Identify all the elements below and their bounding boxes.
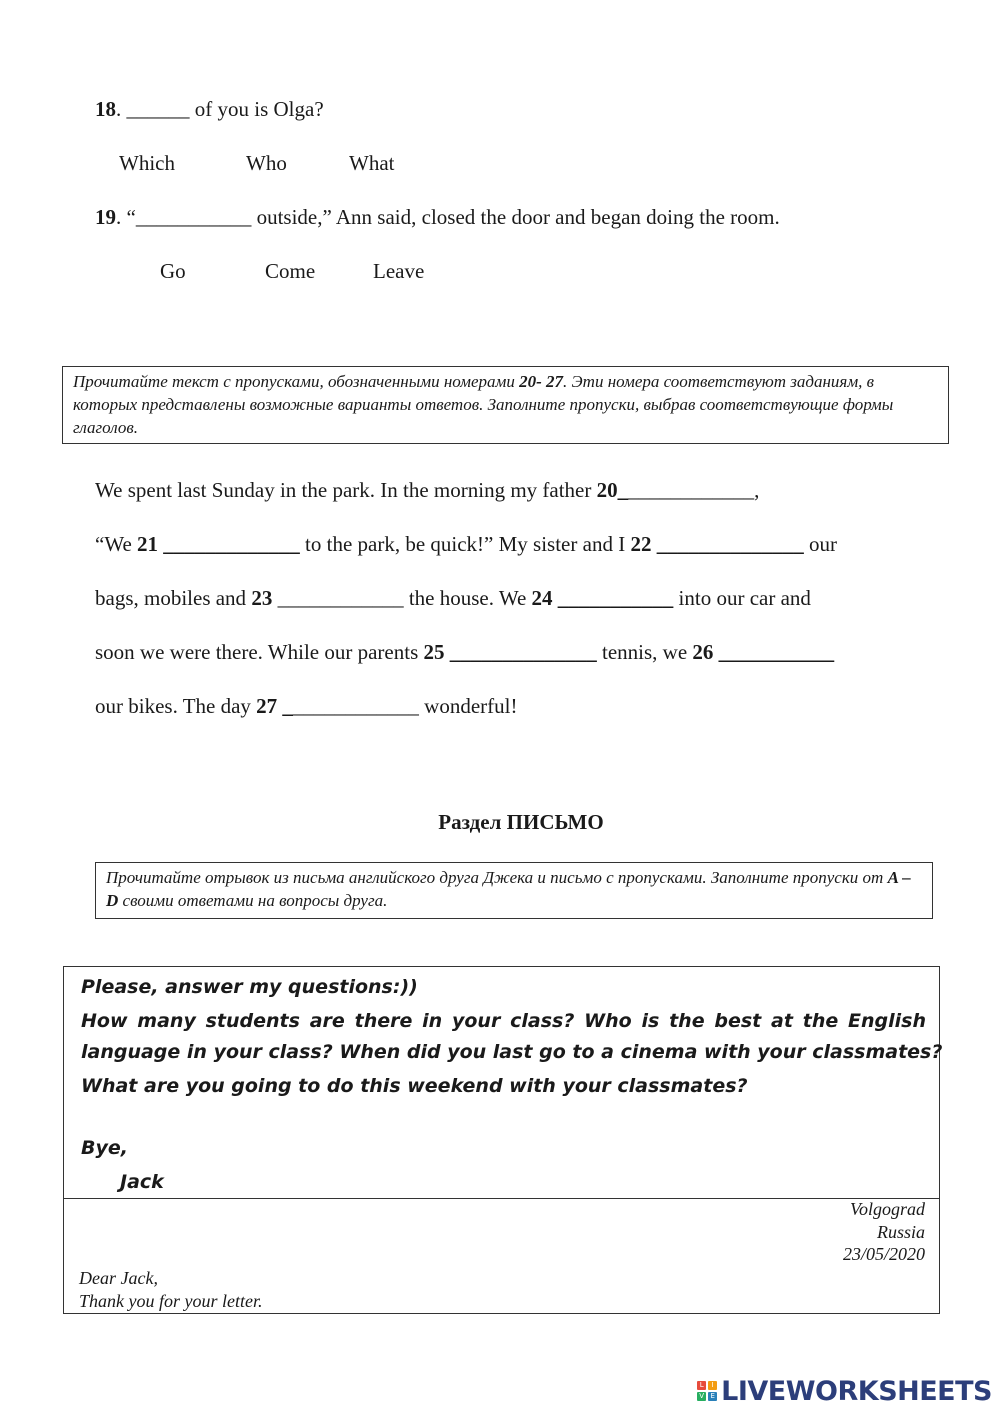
letter-sign-off: Bye, <box>81 1137 128 1159</box>
friend-letter-box <box>63 966 943 1199</box>
gap-24[interactable]: 24 ___________ <box>531 586 674 610</box>
gap-26[interactable]: 26 ___________ <box>692 640 835 664</box>
letter-request: Please, answer my questions:)) <box>81 976 418 998</box>
gap-21[interactable]: 21 _____________ <box>137 532 300 556</box>
reply-city: Volgograd <box>849 1199 925 1219</box>
question-18 <box>95 97 324 122</box>
question-19 <box>95 205 780 230</box>
text-line-2: “We 21 _____________ to the park, be quick!” My sister and I 22 ______________ our <box>95 532 837 556</box>
reply-country: Russia <box>876 1222 925 1242</box>
task-range: A – D <box>106 868 911 910</box>
q19-option-come[interactable]: Come <box>265 259 316 283</box>
gap-22[interactable]: 22 ______________ <box>630 532 804 556</box>
q19-option-leave[interactable]: Leave <box>373 259 425 283</box>
q18-option-what[interactable]: What <box>349 151 395 175</box>
gap-23[interactable]: ____________ the house. We <box>272 586 532 610</box>
q19-option-go[interactable]: Go <box>160 259 186 283</box>
reply-letter-box <box>63 1198 940 1314</box>
text-line-3: bags, mobiles and 23 ____________ the house. We 24 ___________ into our car and <box>95 586 811 610</box>
question-number: 19 <box>95 205 116 229</box>
reply-date: 23/05/2020 <box>842 1244 925 1264</box>
text-line-4: soon we were there. While our parents 25 ______________ tennis, we 26 ___________ <box>95 640 835 664</box>
q18-option-who[interactable]: Who <box>246 151 287 175</box>
text-line-1: We spent last Sunday in the park. In the morning my father 20_____________, <box>95 478 760 502</box>
section-title: Раздел ПИСЬМО <box>438 810 604 834</box>
reply-thanks: Thank you for your letter. <box>79 1291 263 1311</box>
letter-signature: Jack <box>120 1171 164 1193</box>
gap-23-number: 23 <box>251 586 273 610</box>
letter-question-line-3: What are you going to do this weekend with your classmates? <box>81 1075 748 1097</box>
letter-question-line-2: language in your class? When did you last go to a cinema with your classmates? <box>81 1041 943 1063</box>
letter-question-line-1: How many students are there in your class? Who is the best at the English <box>81 1010 926 1032</box>
task-range: 20- 27 <box>519 372 564 391</box>
instruction-box-letter: Прочитайте отрывок из письма английского друга Джека и письмо с пропусками. Заполните пропуски от A – D своими ответами на вопросы друга. <box>95 862 933 919</box>
logo-mark-icon: L I V E <box>697 1381 717 1401</box>
reply-greeting: Dear Jack, <box>79 1268 158 1288</box>
liveworksheets-logo <box>697 1376 992 1406</box>
logo-text: LIVEWORKSHEETS <box>721 1375 992 1407</box>
gap-20[interactable]: 20_ <box>596 478 629 502</box>
instruction-box-verbs: Прочитайте текст с пропусками, обозначенными номерами 20- 27. Эти номера соответствуют заданиям, в которых представлены возможные варианты ответов. Заполните пропуски, выбрав соответствующие формы глаголов. <box>62 366 949 444</box>
question-text: . ______ of you is Olga? <box>116 97 324 121</box>
question-number: 18 <box>95 97 116 121</box>
question-text: . “___________ outside,” Ann said, closed the door and began doing the room. <box>116 205 780 229</box>
gap-25[interactable]: 25 ______________ <box>423 640 597 664</box>
text-line-5: our bikes. The day 27 _____________ wonderful! <box>95 694 518 718</box>
gap-27[interactable]: 27 _ <box>256 694 293 718</box>
q18-option-which[interactable]: Which <box>119 151 175 175</box>
